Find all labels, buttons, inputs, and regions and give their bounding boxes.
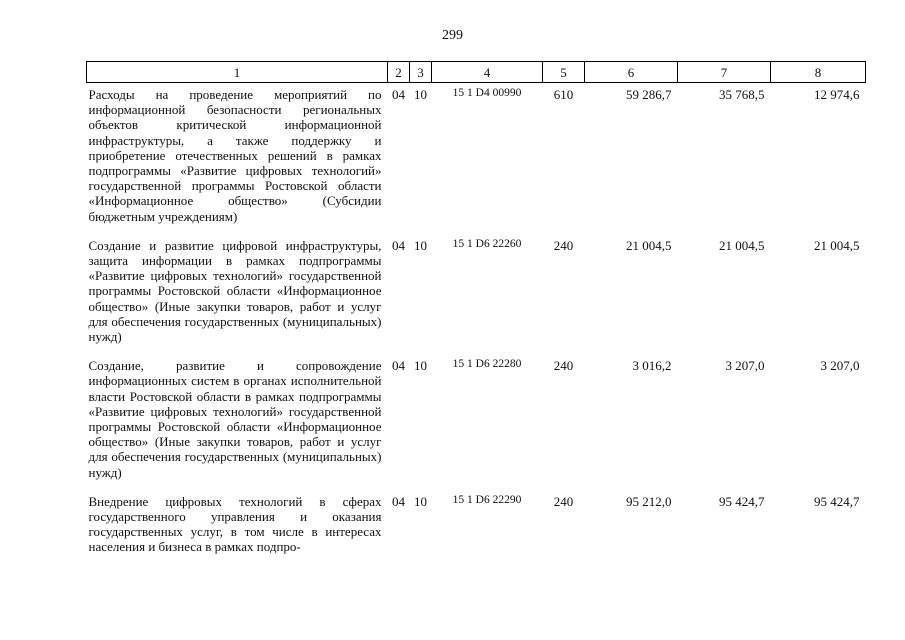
amount-year-1: 3 016,2	[632, 358, 672, 374]
section-code: 04	[392, 493, 405, 509]
target-article-code: 15 1 D6 22280	[452, 358, 522, 371]
column-header: 6	[585, 62, 678, 83]
column-header: 2	[388, 62, 410, 83]
expense-type-code: 240	[553, 237, 574, 253]
section-code: 04	[392, 87, 405, 102]
row-description: Создание, развитие и сопровождение информационных систем в органах исполнительной власти Ростовской области в рамках подпрограммы «Развитие цифровых технологий» государственной программы Ростовской области «Информационное общество» (Иные закупки товаров, работ и услуг для обеспечения государственных (муниципальных) нужд)	[88, 358, 382, 480]
amount-year-2: 21 004,5	[719, 237, 765, 253]
amount-year-2: 3 207,0	[725, 358, 765, 374]
table-row	[87, 234, 866, 354]
subsection-code: 10	[414, 237, 427, 253]
column-header: 5	[543, 62, 585, 83]
expense-type-code: 610	[553, 87, 574, 102]
expense-type-code: 240	[553, 358, 574, 374]
table-row	[87, 83, 866, 234]
table-row	[87, 490, 866, 565]
column-header: 8	[771, 62, 866, 83]
expense-type-code: 240	[553, 493, 574, 509]
column-header: 7	[678, 62, 771, 83]
column-header: 4	[432, 62, 543, 83]
section-code: 04	[392, 358, 405, 374]
amount-year-3: 3 207,0	[820, 358, 860, 374]
subsection-code: 10	[414, 358, 427, 374]
subsection-code: 10	[414, 493, 427, 509]
table-row	[87, 354, 866, 490]
amount-year-2: 35 768,5	[719, 87, 765, 102]
amount-year-1: 59 286,7	[626, 87, 672, 102]
amount-year-3: 21 004,5	[814, 237, 860, 253]
amount-year-1: 95 212,0	[626, 493, 672, 509]
subsection-code: 10	[414, 87, 427, 102]
column-header: 3	[410, 62, 432, 83]
amount-year-2: 95 424,7	[719, 493, 765, 509]
amount-year-1: 21 004,5	[626, 237, 672, 253]
row-description: Создание и развитие цифровой инфраструктуры, защита информации в рамках подпрограммы «Развитие цифровых технологий» государственной программы Ростовской области «Информационное общество» (Иные закупки товаров, работ и услуг для обеспечения государственных (муниципальных) нужд)	[88, 237, 382, 345]
budget-table	[86, 61, 866, 565]
amount-year-3: 95 424,7	[814, 493, 860, 509]
target-article-code: 15 1 D6 22290	[452, 493, 522, 506]
target-article-code: 15 1 D4 00990	[452, 87, 522, 99]
column-header: 1	[87, 62, 388, 83]
page-number: 299	[442, 28, 463, 43]
row-description: Расходы на проведение мероприятий по информационной безопасности региональных объектов критической информационной инфраструктуры, а также поддержку и приобретение отечественных решений в рамках подпрограммы «Развитие цифровых технологий» государственной программы Ростовской области «Информационное общество» (Субсидии бюджетным учреждениям)	[88, 87, 382, 224]
amount-year-3: 12 974,6	[814, 87, 860, 102]
section-code: 04	[392, 237, 405, 253]
header-row	[87, 62, 866, 83]
row-description: Внедрение цифровых технологий в сферах государственного управления и оказания государственных услуг, в том числе в интересах населения и бизнеса в рамках подпро-	[88, 493, 382, 555]
target-article-code: 15 1 D6 22260	[452, 237, 522, 250]
